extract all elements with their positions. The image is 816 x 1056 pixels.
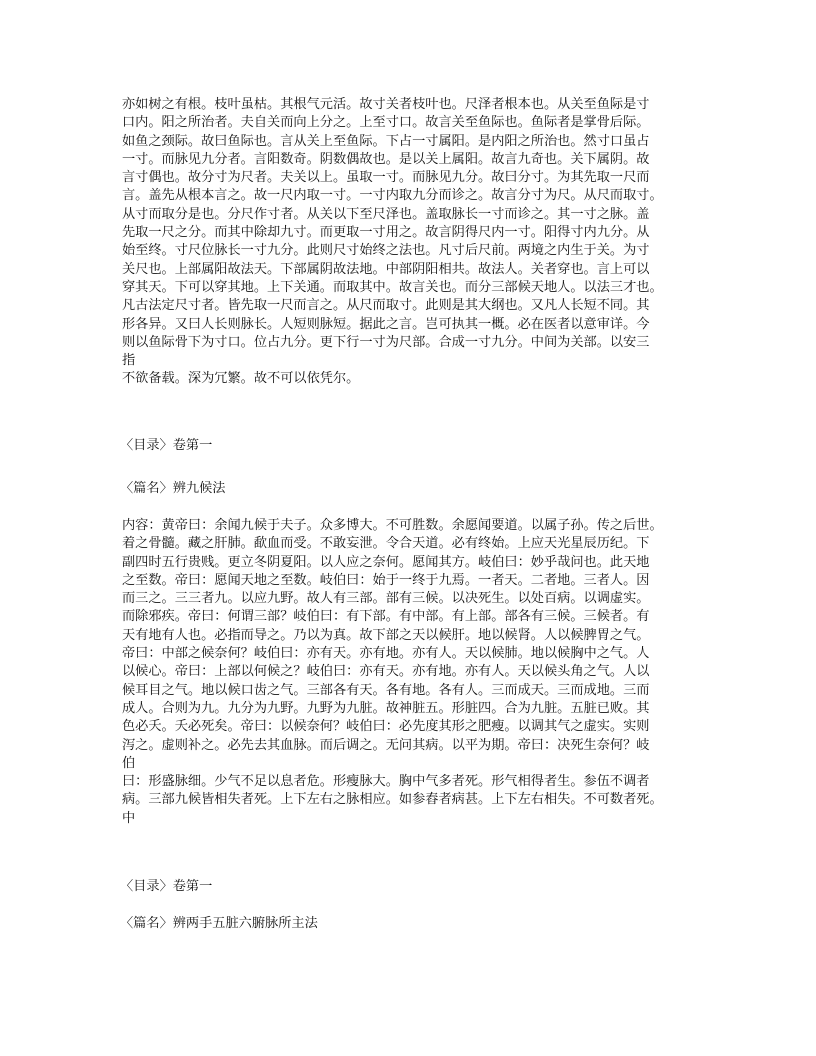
text-line: 帝曰：中部之候奈何？岐伯曰：亦有天。亦有地。亦有人。天以候肺。地以候胸中之气。人: [122, 646, 650, 662]
text-block-nine-indicators: [122, 517, 694, 828]
text-line: 形各异。又曰人长则脉长。人短则脉短。据此之言。岂可执其一概。必在医者以意审详。今: [122, 316, 650, 332]
text-line: 穿其天。下可以穿其地。上下关通。而取其中。故言关也。而分三部候天地人。以法三才也。: [122, 279, 663, 295]
text-line: 曰：形盛脉细。少气不足以息者危。形瘦脉大。胸中气多者死。形气相得者生。参伍不调者: [122, 774, 650, 790]
text-line: 言寸偶也。故分寸为尺者。夫关以上。虽取一寸。而脉见九分。故曰分寸。为其先取一尺而: [122, 170, 650, 186]
text-line: 亦如树之有根。枝叶虽枯。其根气元活。故寸关者枝叶也。尺泽者根本也。从关至鱼际是寸: [122, 97, 650, 112]
text-line: 色必夭。夭必死矣。帝曰：以候奈何？岐伯曰：必先度其形之肥瘦。以调其气之虚实。实则: [122, 719, 650, 735]
text-line: 副四时五行贵贱。更立冬阴夏阳。以人应之奈何。愿闻其方。岐伯曰：妙乎哉问也。此天地: [122, 554, 650, 570]
text-line: 病。三部九候皆相失者死。上下左右之脉相应。如参舂者病甚。上下左右相失。不可数者死。: [122, 792, 663, 808]
text-line: 内容：黄帝曰：余闻九候于夫子。众多博大。不可胜数。余愿闻要道。以属子孙。传之后世。: [122, 518, 663, 533]
text-line: 一寸。而脉见九分者。言阳数奇。阴数偶故也。是以关上属阳。故言九奇也。关下属阴。故: [122, 151, 650, 167]
text-line: 伯: [122, 755, 136, 771]
text-line: 指: [122, 353, 136, 369]
text-line: 中: [122, 810, 136, 826]
text-line: 不欲备载。深为冗繁。故不可以依凭尔。: [122, 371, 360, 387]
text-block-pulse-measure: [122, 96, 694, 389]
text-line: 言。盖先从根本言之。故一尺内取一寸。一寸内取九分而诊之。故言分寸为尺。从尺而取寸。: [122, 188, 663, 204]
catalog-heading: 〈目录〉卷第一: [120, 879, 213, 894]
text-line: 之至数。帝曰：愿闻天地之至数。岐伯曰：始于一终于九焉。一者天。二者地。三者人。因: [122, 572, 650, 588]
catalog-heading: 〈目录〉卷第一: [120, 438, 213, 453]
text-line: 则以鱼际骨下为寸口。位占九分。更下行一寸为尺部。合成一寸九分。中间为关部。以安三: [122, 334, 650, 350]
text-line: 候耳目之气。地以候口齿之气。三部各有天。各有地。各有人。三而成天。三而成地。三而: [122, 682, 650, 698]
text-line: 泻之。虚则补之。必先去其血脉。而后调之。无问其病。以平为期。帝曰：决死生奈何？岐: [122, 737, 650, 753]
text-line: 而除邪疾。帝曰：何谓三部？岐伯曰：有下部。有中部。有上部。部各有三候。三候者。有: [122, 609, 650, 625]
chapter-title-heading: 〈篇名〉辨九候法: [120, 481, 226, 496]
text-line: 成人。合则为九。九分为九野。九野为九脏。故神脏五。形脏四。合为九脏。五脏已败。其: [122, 700, 650, 716]
text-line: 而三之。三三者九。以应九野。故人有三部。部有三候。以决死生。以处百病。以调虚实。: [122, 591, 650, 607]
text-line: 始至终。寸尺位脉长一寸九分。此则尺寸始终之法也。凡寸后尺前。两境之内生于关。为寸: [122, 243, 650, 259]
text-line: 凡古法定尺寸者。皆先取一尺而言之。从尺而取寸。此则是其大纲也。又凡人长短不同。其: [122, 298, 650, 314]
text-line: 以候心。帝曰：上部以何候之？岐伯曰：亦有天。亦有地。亦有人。天以候头角之气。人以: [122, 664, 650, 680]
text-line: 天有地有人也。必指而导之。乃以为真。故下部之天以候肝。地以候肾。人以候脾胃之气。: [122, 627, 650, 643]
text-line: 关尺也。上部属阳故法天。下部属阴故法地。中部阴阳相共。故法人。关者穿也。言上可以: [122, 261, 650, 277]
chapter-title-heading: 〈篇名〉辨两手五脏六腑脉所主法: [120, 916, 318, 931]
text-line: 先取一尺之分。而其中除却九寸。而更取一寸用之。故言阴得尺内一寸。阳得寸内九分。从: [122, 225, 650, 241]
text-line: 如鱼之颈际。故曰鱼际也。言从关上至鱼际。下占一寸属阳。是内阳之所治也。然寸口虽占: [122, 133, 650, 149]
text-line: 从寸而取分是也。分尺作寸者。从关以下至尺泽也。盖取脉长一寸而诊之。其一寸之脉。盖: [122, 206, 650, 222]
text-line: 口内。阳之所治者。夫自关而向上分之。上至寸口。故言关至鱼际也。鱼际者是掌骨后际。: [122, 115, 650, 131]
text-line: 着之骨髓。藏之肝肺。歃血而受。不敢妄泄。令合天道。必有终始。上应天光星辰历纪。下: [122, 536, 650, 552]
